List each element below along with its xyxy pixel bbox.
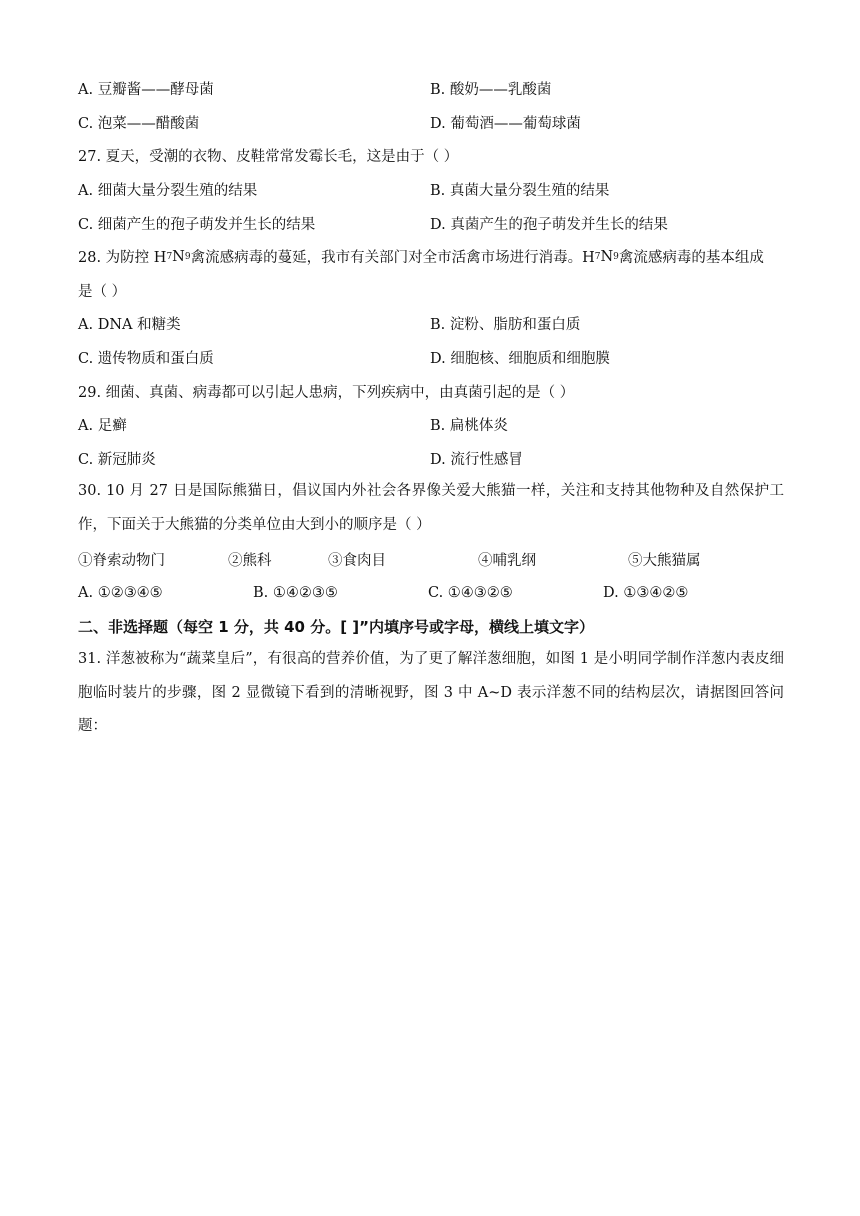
- q26-option-b: B. 酸奶——乳酸菌: [430, 82, 552, 99]
- q28-stem-part1: 28. 为防控 H: [78, 250, 167, 267]
- q28-mid-1: N: [172, 248, 185, 265]
- q27-option-a: A. 细菌大量分裂生殖的结果: [78, 183, 258, 200]
- q28-options-row-2: [78, 341, 784, 375]
- q28-stem-part3: 禽流感病毒的基本组成: [618, 250, 764, 267]
- q30-item-4: ④哺乳纲: [478, 552, 536, 569]
- q26-option-a: A. 豆瓣酱——酵母菌: [78, 82, 214, 99]
- q28-stem-line2: 是（ ）: [78, 283, 127, 300]
- q28-options-row-1: [78, 307, 784, 341]
- q28-mid-2: N: [600, 248, 614, 265]
- q29-option-c: C. 新冠肺炎: [78, 451, 156, 468]
- q28-option-a: A. DNA 和糖类: [78, 317, 181, 334]
- q27-stem: 27. 夏天，受潮的衣物、皮鞋常常发霉长毛，这是由于（ ）: [78, 149, 459, 166]
- q30-item-1: ①脊索动物门: [78, 552, 165, 569]
- q26-options-row-2: [78, 106, 784, 140]
- q29-options-row-1: [78, 408, 784, 442]
- section-2-title: 二、非选择题（每空 1 分，共 40 分。[ ]”内填序号或字母，横线上填文字）: [78, 617, 594, 636]
- q29-option-b: B. 扁桃体炎: [430, 418, 508, 435]
- q31-stem: 31. 洋葱被称为“蔬菜皇后”，有很高的营养价值，为了更了解洋葱细胞，如图 1 是小明同学制作洋葱内表皮细胞临时装片的步骤，图 2 显微镜下看到的清晰视野，图 3 中 A~D 表示洋葱不同的结构层次，请据图回答问题：: [78, 651, 784, 735]
- q30-option-d: D. ①③④②⑤: [603, 584, 689, 601]
- q30-item-2: ②熊科: [228, 552, 272, 569]
- q27-option-b: B. 真菌大量分裂生殖的结果: [430, 183, 610, 200]
- q30-item-5: ⑤大熊猫属: [628, 552, 701, 569]
- q27-options-row-2: [78, 206, 784, 240]
- q28-stem: 28. 为防控 H 7 N 9 禽流感病毒的蔓延，我市有关部门对全市活禽市场进行消毒。H 7 N 9 禽流感病毒的基本组成: [78, 240, 784, 274]
- q29-option-d: D. 流行性感冒: [430, 451, 523, 468]
- q29-options-row-2: [78, 442, 784, 476]
- q26-option-d: D. 葡萄酒——葡萄球菌: [430, 115, 581, 132]
- q29-stem: 29. 细菌、真菌、病毒都可以引起人患病，下列疾病中，由真菌引起的是（ ）: [78, 384, 575, 401]
- q28-stem-part2: 禽流感病毒的蔓延，我市有关部门对全市活禽市场进行消毒。H: [190, 250, 595, 267]
- q30-option-b: B. ①④②③⑤: [253, 584, 338, 601]
- q28-option-d: D. 细胞核、细胞质和细胞膜: [430, 351, 610, 368]
- q27-option-d: D. 真菌产生的孢子萌发并生长的结果: [430, 216, 668, 233]
- q30-option-c: C. ①④③②⑤: [428, 584, 513, 601]
- q28-option-c: C. 遗传物质和蛋白质: [78, 351, 214, 368]
- q30-items: [78, 542, 784, 576]
- q28-option-b: B. 淀粉、脂肪和蛋白质: [430, 317, 581, 334]
- q30-item-3: ③食肉目: [328, 552, 386, 569]
- q30-stem: 30. 10 月 27 日是国际熊猫日，倡议国内外社会各界像关爱大熊猫一样，关注和支持其他物种及自然保护工作，下面关于大熊猫的分类单位由大到小的顺序是（ ）: [78, 483, 784, 533]
- q27-option-c: C. 细菌产生的孢子萌发并生长的结果: [78, 216, 316, 233]
- q27-options-row-1: [78, 173, 784, 207]
- q29-option-a: A. 足癣: [78, 418, 127, 435]
- q30-options: [78, 576, 784, 610]
- q26-option-c: C. 泡菜——醋酸菌: [78, 115, 200, 132]
- q26-options-row-1: [78, 72, 784, 106]
- q30-option-a: A. ①②③④⑤: [78, 584, 163, 601]
